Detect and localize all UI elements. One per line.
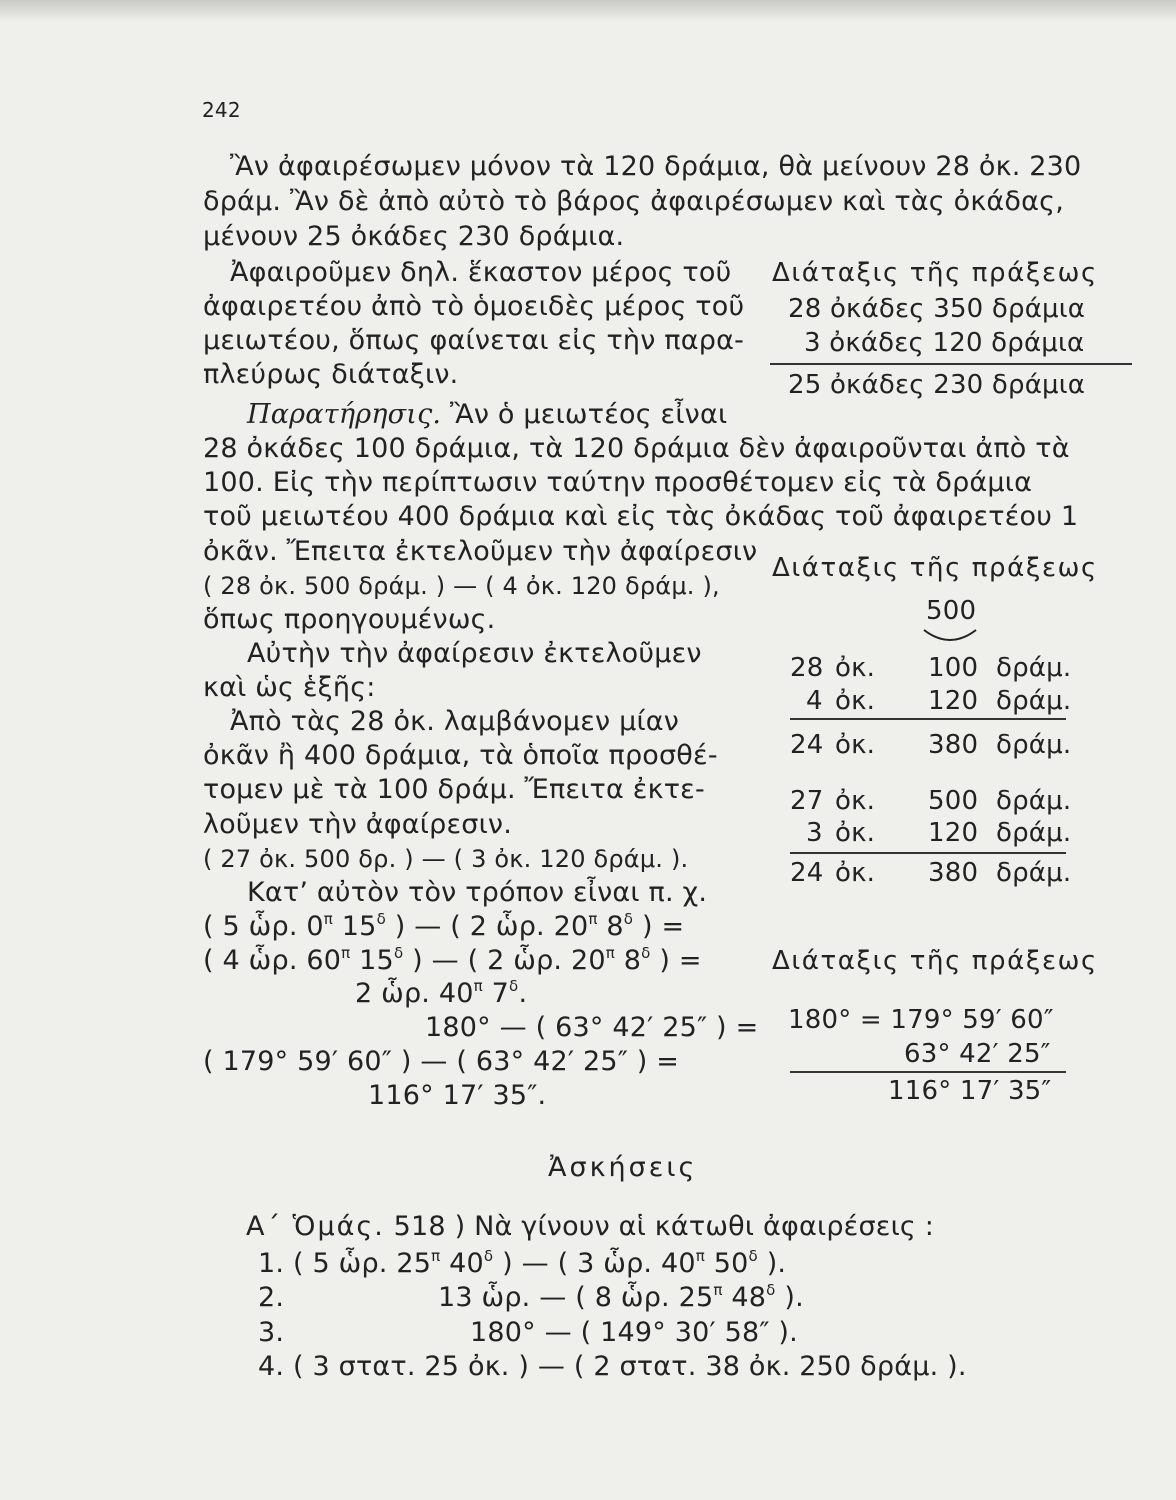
arr2-cell: 100: [928, 653, 979, 683]
exercise-item-4: 4. ( 3 στατ. 25 ὀκ. ) — ( 2 στατ. 38 ὀκ. 250 δράμ. ).: [258, 1351, 967, 1382]
arr2-cell: ὀκ.: [835, 686, 876, 716]
arr2-cell: 380: [928, 730, 979, 760]
para1-line-2: ἀφαιρετέου ἀπὸ τὸ ὁμοειδὲς μέρος τοῦ: [203, 291, 745, 322]
remark-line-4: τοῦ μειωτέου 400 δράμια καὶ εἰς τὰς ὀκάδας τοῦ ἀφαιρετέου 1: [203, 501, 1079, 532]
borrow-brace-icon: [920, 626, 980, 648]
remark-line-3: 100. Εἰς τὴν περίπτωσιν ταύτην προσθέτομεν εἰς τὰ δράμια: [203, 467, 1033, 498]
arr2-cell: 24: [790, 858, 824, 888]
para2-line-10: ( 27 ὀκ. 500 δρ. ) — ( 3 ὀκ. 120 δράμ. ).: [203, 845, 689, 873]
para2-line-4: Αὐτὴν τὴν ἀφαίρεσιν ἐκτελοῦμεν: [247, 638, 702, 669]
para1-line-1: Ἀφαιροῦμεν δηλ. ἕκαστον μέρος τοῦ: [230, 257, 732, 288]
para2-line-1: ὀκᾶν. Ἔπειτα ἐκτελοῦμεν τὴν ἀφαίρεσιν: [203, 536, 758, 567]
arr2-cell: ὀκ.: [835, 818, 876, 848]
exercise-item-1: 1. ( 5 ὧρ. $25^\pi$ $40^\delta$ ) — ( 3 ὧρ. $40^\pi$ $50^\delta$ ).: [258, 1247, 787, 1279]
exercises-group: Α΄ Ὁμάς.: [246, 1211, 385, 1242]
example-line-3: 2 ὧρ. $40^\pi$ $7^\delta$.: [355, 977, 528, 1009]
page-number: 242: [202, 98, 241, 122]
angle-line-1: 180° — ( 63° 42′ 25″ ) =: [425, 1012, 759, 1043]
para2-line-6: Ἀπὸ τὰς 28 ὀκ. λαμβάνομεν μίαν: [230, 706, 680, 737]
arr1-rule: [770, 363, 1132, 365]
arr2-cell: ὀκ.: [835, 653, 876, 683]
arr2-cell: 27: [790, 786, 824, 816]
arr1-row-1: 28 ὀκάδες 350 δράμια: [788, 294, 1086, 324]
para2-line-11: Κατ’ αὐτὸν τὸν τρόπον εἶναι π. χ.: [247, 877, 708, 908]
arr2-cell: 4: [806, 686, 823, 716]
arr2-cell: 120: [928, 686, 979, 716]
exercises-group-line: [246, 1210, 934, 1244]
arr2-cell: 120: [928, 818, 979, 848]
arr2-cell: 24: [790, 730, 824, 760]
para2-line-9: λοῦμεν τὴν ἀφαίρεσιν.: [203, 809, 512, 840]
arr2-rule-2: [790, 852, 1066, 854]
example-line-1: ( 5 ὧρ. $0^\pi$ $15^\delta$ ) — ( 2 ὧρ. $20^\pi$ $8^\delta$ ) =: [203, 910, 685, 942]
arr2-cell: 500: [928, 786, 979, 816]
remark-first-rest: Ἂν ὁ μειωτέος εἶναι: [449, 399, 728, 430]
para1-line-4: πλεύρως διάταξιν.: [203, 359, 459, 390]
exercise-item-2: 2. 13 ὧρ. — ( 8 ὧρ. $25^\pi$ $48^\delta$ ).: [258, 1281, 804, 1313]
arr2-rule-1: [790, 718, 1066, 720]
arr2-cell: δράμ.: [996, 686, 1072, 716]
exercises-intro: 518 ) Νὰ γίνουν αἱ κάτωθι ἀφαιρέσεις :: [393, 1211, 935, 1242]
angle-line-3: 116° 17′ 35″.: [368, 1080, 547, 1111]
arr2-cell: ὀκ.: [835, 858, 876, 888]
arr3-rule: [790, 1071, 1066, 1073]
arr2-cell: ὀκ.: [835, 730, 876, 760]
para2-line-2: ( 28 ὀκ. 500 δράμ. ) — ( 4 ὀκ. 120 δράμ. ),: [203, 572, 720, 600]
arr2-cell: δράμ.: [996, 818, 1072, 848]
arr2-cell: 380: [928, 858, 979, 888]
arr2-cell: δράμ.: [996, 786, 1072, 816]
arrangement-title-1: Διάταξις τῆς πράξεως: [772, 258, 1098, 288]
intro-line-3: μένουν 25 ὀκάδες 230 δράμια.: [203, 221, 625, 252]
arr2-cell: ὀκ.: [835, 786, 876, 816]
arr2-cell: δράμ.: [996, 730, 1072, 760]
arr3-row-1: 180° = 179° 59′ 60″: [788, 1005, 1054, 1035]
para2-line-5: καὶ ὡς ἑξῆς:: [203, 672, 376, 703]
para2-line-8: τομεν μὲ τὰ 100 δράμ. Ἔπειτα ἐκτε-: [203, 774, 705, 805]
arr3-row-2: 63° 42′ 25″: [904, 1039, 1051, 1069]
arr1-row-2: 3 ὀκάδες 120 δράμια: [804, 328, 1085, 358]
arr3-result: 116° 17′ 35″: [888, 1076, 1052, 1106]
arr2-cell: δράμ.: [996, 653, 1072, 683]
arr1-result: 25 ὀκάδες 230 δράμια: [788, 370, 1086, 400]
remark-line-2: 28 ὀκάδες 100 δράμια, τὰ 120 δράμια δὲν ἀφαιροῦνται ἀπὸ τὰ: [203, 433, 1070, 464]
arr2-cell: 3: [806, 818, 823, 848]
arr2-cell: 28: [790, 653, 824, 683]
arrangement-title-2: Διάταξις τῆς πράξεως: [772, 553, 1098, 583]
page-top-shadow: [0, 0, 1176, 22]
remark-label: Παρατήρησις.: [247, 399, 442, 430]
intro-line-2: δράμ. Ἂν δὲ ἀπὸ αὐτὸ τὸ βάρος ἀφαιρέσωμεν καὶ τὰς ὀκάδας,: [203, 186, 1064, 217]
intro-line-1: Ἂν ἀφαιρέσωμεν μόνον τὰ 120 δράμια, θὰ μείνουν 28 ὀκ. 230: [230, 151, 1082, 182]
arr2-cell: δράμ.: [996, 858, 1072, 888]
example-line-2: ( 4 ὧρ. $60^\pi$ $15^\delta$ ) — ( 2 ὧρ. $20^\pi$ $8^\delta$ ) =: [203, 944, 702, 976]
exercises-heading: Ἀσκήσεις: [548, 1152, 698, 1183]
para2-line-3: ὅπως προηγουμένως.: [203, 604, 496, 635]
para2-line-7: ὀκᾶν ἢ 400 δράμια, τὰ ὁποῖα προσθέ-: [203, 740, 718, 771]
para1-line-3: μειωτέου, ὅπως φαίνεται εἰς τὴν παρα-: [203, 325, 745, 356]
exercise-item-3: 3. 180° — ( 149° 30′ 58″ ).: [258, 1317, 798, 1348]
arr2-borrow: 500: [926, 596, 977, 626]
arrangement-title-3: Διάταξις τῆς πράξεως: [772, 946, 1098, 976]
remark-line-1: [247, 398, 727, 432]
angle-line-2: ( 179° 59′ 60″ ) — ( 63° 42′ 25″ ) =: [203, 1046, 680, 1077]
